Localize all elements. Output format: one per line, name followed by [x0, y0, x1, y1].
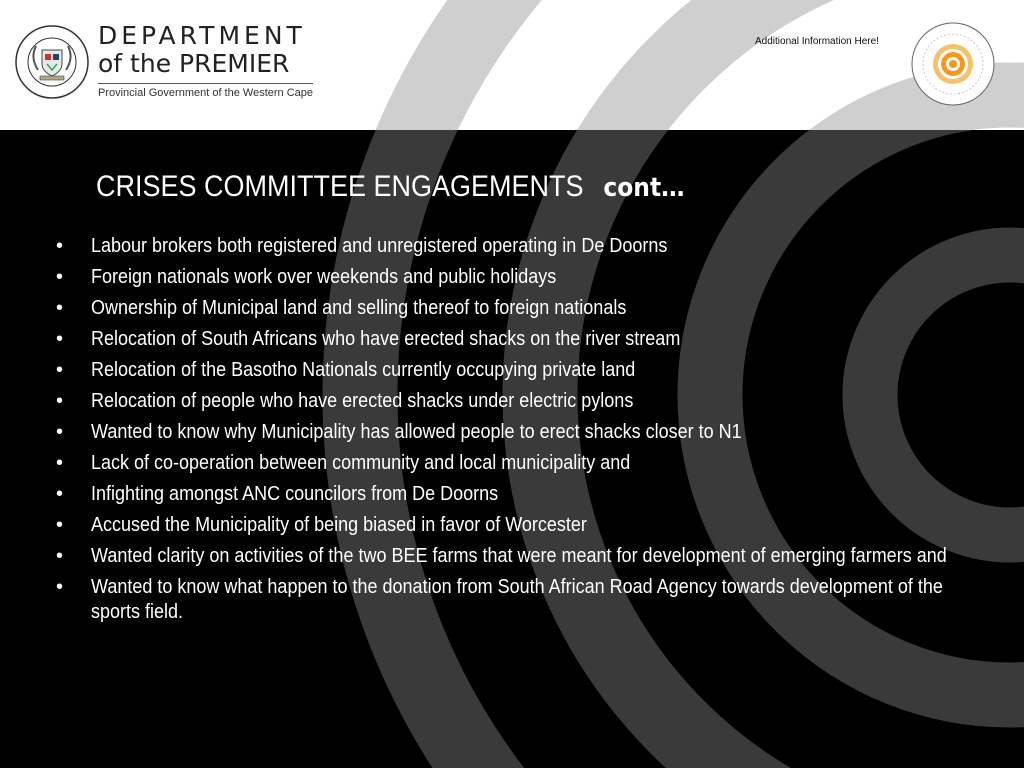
bullet-text: Wanted to know what happen to the donation from South African Road Agency towards development of the sports field. [91, 576, 943, 623]
western-cape-home-for-all-logo-icon [910, 21, 996, 107]
bullet-icon: • [56, 421, 64, 443]
list-item [56, 575, 991, 624]
bullet-icon: • [56, 390, 64, 412]
header-band [0, 0, 1024, 130]
list-item [56, 544, 991, 569]
list-item [56, 420, 991, 445]
bullet-icon: • [56, 297, 64, 319]
bullet-icon: • [56, 359, 64, 381]
bullet-icon: • [56, 328, 64, 350]
bullet-text: Relocation of the Basotho Nationals currently occupying private land [91, 359, 636, 381]
list-item [56, 234, 991, 259]
department-divider [98, 83, 313, 84]
bullet-icon: • [56, 545, 64, 567]
bullet-icon: • [56, 266, 64, 288]
bullet-icon: • [56, 576, 64, 598]
bullet-icon: • [56, 514, 64, 536]
list-item [56, 296, 991, 321]
bullet-icon: • [56, 235, 64, 257]
bullet-list [56, 234, 991, 631]
list-item [56, 451, 991, 476]
bullet-text: Labour brokers both registered and unregistered operating in De Doorns [91, 235, 668, 257]
slide-title [96, 170, 685, 204]
bullet-text: Relocation of people who have erected shacks under electric pylons [91, 390, 634, 412]
bullet-text: Infighting amongst ANC councilors from De Doorns [91, 483, 499, 505]
additional-info-text: Additional Information Here! [755, 36, 879, 47]
list-item [56, 389, 991, 414]
western-cape-coat-of-arms-icon [14, 24, 90, 100]
list-item [56, 358, 991, 383]
slide-title-suffix: cont… [603, 173, 685, 203]
department-title: DEPARTMENT [98, 21, 306, 50]
list-item [56, 482, 991, 507]
department-tagline: Provincial Government of the Western Cape [98, 87, 314, 99]
list-item [56, 327, 991, 352]
bullet-text: Accused the Municipality of being biased in favor of Worcester [91, 514, 587, 536]
slide-title-main: CRISES COMMITTEE ENGAGEMENTS [96, 170, 584, 203]
list-item [56, 513, 991, 538]
department-subtitle: of the PREMIER [98, 49, 290, 78]
bullet-text: Lack of co-operation between community and local municipality and [91, 452, 631, 474]
bullet-text: Relocation of South Africans who have erected shacks on the river stream [91, 328, 681, 350]
bullet-text: Foreign nationals work over weekends and public holidays [91, 266, 557, 288]
list-item [56, 265, 991, 290]
bullet-text: Ownership of Municipal land and selling thereof to foreign nationals [91, 297, 627, 319]
bullet-icon: • [56, 483, 64, 505]
bullet-icon: • [56, 452, 64, 474]
bullet-text: Wanted clarity on activities of the two BEE farms that were meant for development of emerging farmers and [91, 545, 947, 567]
bullet-text: Wanted to know why Municipality has allowed people to erect shacks closer to N1 [91, 421, 742, 443]
